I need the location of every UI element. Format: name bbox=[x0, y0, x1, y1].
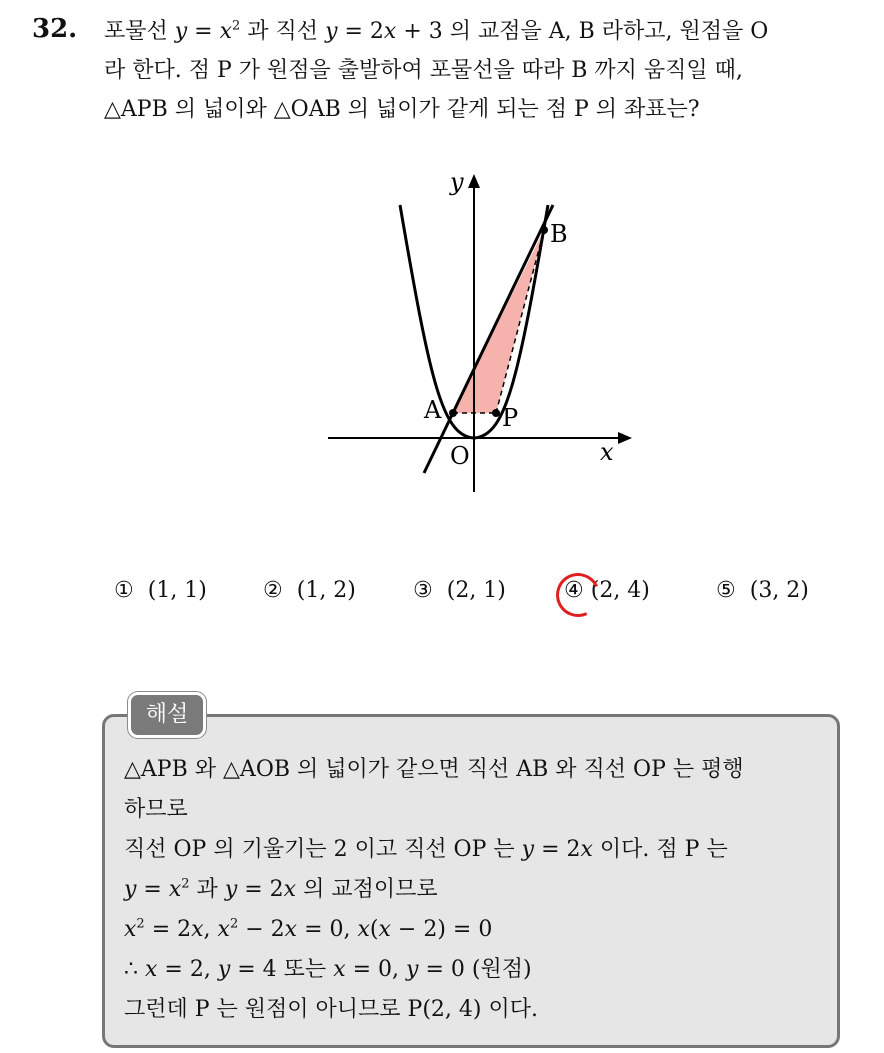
explanation-tag: 해설 bbox=[128, 692, 206, 738]
x-axis-label: x bbox=[600, 438, 614, 466]
choice-value: (1, 2) bbox=[296, 578, 356, 603]
choice-3[interactable] bbox=[413, 578, 506, 603]
choice-5[interactable] bbox=[716, 578, 809, 603]
choice-number: ⑤ bbox=[716, 578, 736, 603]
explanation-line-3: 직선 OP 의 기울기는 2 이고 직선 OP 는 y = 2x 이다. 점 P 는 bbox=[124, 837, 728, 862]
question-number: 32. bbox=[32, 14, 78, 44]
explanation-line-5: $x^2 = 2x$, $x^2 - 2x = 0$, x(x − 2) = 0 bbox=[124, 916, 493, 942]
question-line-2: 라 한다. 점 P 가 원점을 출발하여 포물선을 따라 B 까지 움직일 때, bbox=[104, 58, 743, 83]
y-axis-arrow bbox=[468, 174, 480, 188]
explanation-line-1: △APB 와 △AOB 의 넓이가 같으면 직선 AB 와 직선 OP 는 평행 bbox=[124, 757, 744, 782]
choice-number: ① bbox=[114, 578, 134, 603]
explanation-text bbox=[124, 750, 844, 1030]
explanation-line-2: 하므로 bbox=[124, 797, 188, 822]
point-b bbox=[540, 226, 548, 234]
question-text bbox=[104, 12, 864, 129]
choice-number: ③ bbox=[413, 578, 433, 603]
point-p bbox=[492, 409, 500, 417]
choice-value: (3, 2) bbox=[749, 578, 809, 603]
choice-1[interactable] bbox=[114, 578, 207, 603]
choice-value: (1, 1) bbox=[147, 578, 207, 603]
y-axis-label: y bbox=[450, 168, 464, 196]
choice-number: ④ bbox=[564, 578, 584, 603]
choice-4[interactable] bbox=[564, 578, 650, 603]
question-line-1: 포물선 $y = x^2$ 과 직선 y = 2x + 3 의 교점을 A, B 라하고, 원점을 O bbox=[104, 18, 769, 44]
answer-choices bbox=[0, 578, 884, 622]
explanation-line-7: 그런데 P 는 원점이 아니므로 P(2, 4) 이다. bbox=[124, 997, 538, 1022]
choice-value: (2, 1) bbox=[446, 578, 506, 603]
explanation-line-6: ∴ x = 2, y = 4 또는 x = 0, y = 0 (원점) bbox=[124, 957, 532, 982]
choice-number: ② bbox=[263, 578, 283, 603]
point-p-label: P bbox=[502, 404, 519, 432]
point-a bbox=[449, 409, 457, 417]
explanation-line-4: $y = x^2$ 과 y = 2x 의 교점이므로 bbox=[124, 876, 438, 902]
point-b-label: B bbox=[550, 220, 568, 248]
point-a-label: A bbox=[424, 396, 442, 424]
choice-value: (2, 4) bbox=[590, 578, 650, 603]
x-axis-arrow bbox=[618, 432, 632, 444]
question-line-3: △APB 의 넓이와 △OAB 의 넓이가 같게 되는 점 P 의 좌표는? bbox=[104, 97, 700, 122]
origin-label: O bbox=[450, 442, 470, 470]
parabola-line-figure bbox=[320, 160, 640, 500]
choice-2[interactable] bbox=[263, 578, 356, 603]
answer-mark-circle bbox=[550, 567, 606, 623]
